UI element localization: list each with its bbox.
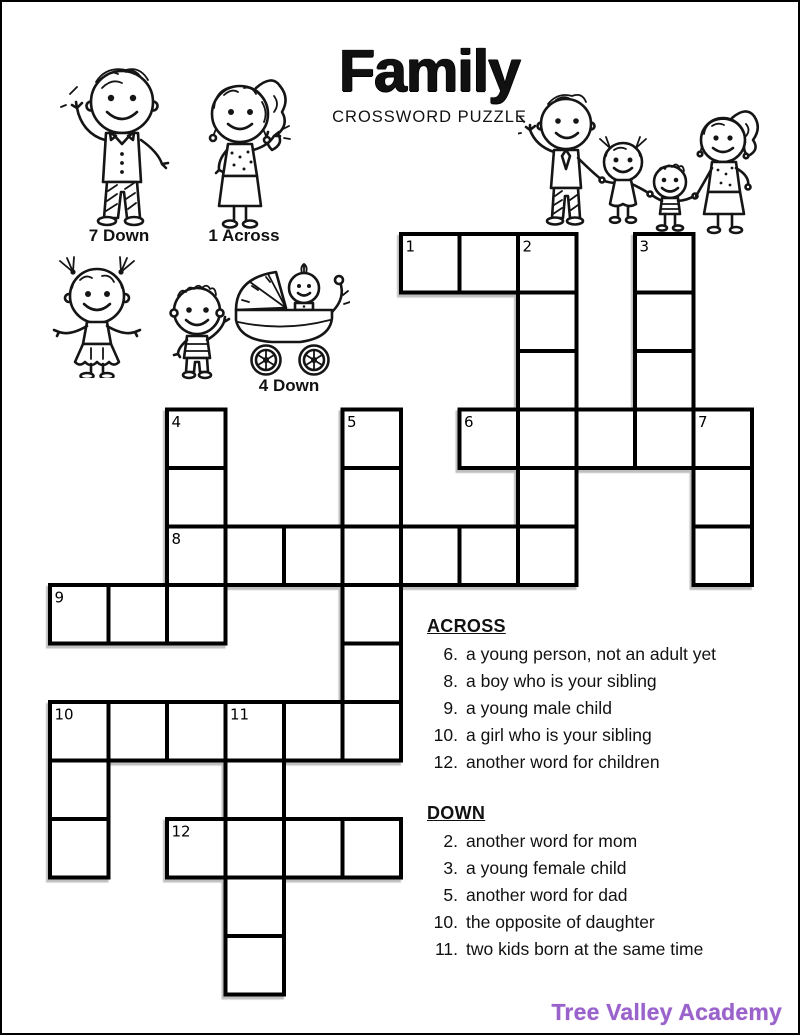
clue-item <box>427 859 772 877</box>
crossword-cell-r1c8[interactable] <box>518 293 577 352</box>
cell-number: 7 <box>698 413 708 431</box>
cell-number: 12 <box>171 822 191 841</box>
crossword-cell-r4c8[interactable] <box>518 468 577 527</box>
clue-item <box>427 832 772 850</box>
mom-picture-label: 1 Across <box>208 226 280 245</box>
clue-item <box>427 753 772 771</box>
crossword-cell-r2c10[interactable] <box>635 351 694 410</box>
crossword-cell-r9c0[interactable] <box>50 761 109 820</box>
dad-illustration <box>60 58 178 230</box>
crossword-cell-r5c4[interactable] <box>284 527 343 586</box>
clue-number: 9. <box>443 698 458 718</box>
clue-text: another word for mom <box>466 831 638 851</box>
crossword-cell-r5c8[interactable] <box>518 527 577 586</box>
crossword-cell-r10c4[interactable] <box>284 819 343 878</box>
clue-number: 12. <box>433 752 458 772</box>
across-clue-list <box>427 645 772 771</box>
crossword-cell-r10c0[interactable] <box>50 819 109 878</box>
clue-number: 10. <box>433 725 458 745</box>
crossword-cell-r8c5[interactable] <box>343 702 402 761</box>
crossword-cell-r5c3[interactable] <box>226 527 285 586</box>
crossword-cell-r8c4[interactable] <box>284 702 343 761</box>
clue-item <box>427 726 772 744</box>
crossword-cell-r4c5[interactable] <box>343 468 402 527</box>
clue-number: 11. <box>434 939 458 959</box>
cell-number: 6 <box>464 413 474 431</box>
clue-item <box>427 886 772 904</box>
clue-text: another word for children <box>466 752 660 772</box>
crossword-cell-r5c5[interactable] <box>343 527 402 586</box>
mom-illustration <box>194 72 294 230</box>
clue-text: two kids born at the same time <box>466 939 704 959</box>
crossword-cell-r12c3[interactable] <box>226 936 285 995</box>
clue-item <box>427 940 772 958</box>
clue-number: 3. <box>443 858 458 878</box>
cell-number: 4 <box>171 413 182 431</box>
crossword-cell-r3c10[interactable] <box>635 410 694 469</box>
clue-text: the opposite of daughter <box>466 912 655 932</box>
family-illustration <box>518 88 784 236</box>
clue-text: a boy who is your sibling <box>466 671 657 691</box>
crossword-cell-r0c7[interactable] <box>460 234 519 293</box>
down-clues-section <box>427 803 772 967</box>
clue-number: 8. <box>443 671 458 691</box>
crossword-cell-r7c5[interactable] <box>343 644 402 703</box>
cell-number: 5 <box>347 413 357 431</box>
crossword-cell-r5c11[interactable] <box>694 527 753 586</box>
across-clues-section <box>427 616 772 780</box>
crossword-cell-r11c3[interactable] <box>226 878 285 937</box>
crossword-cell-r8c1[interactable] <box>109 702 168 761</box>
clue-item <box>427 913 772 931</box>
cell-number: 3 <box>639 237 650 256</box>
clue-text: another word for dad <box>466 885 628 905</box>
cell-number: 8 <box>171 530 182 548</box>
clue-text: a young male child <box>466 698 612 718</box>
down-heading: DOWN <box>427 803 486 823</box>
crossword-cell-r3c9[interactable] <box>577 410 636 469</box>
clue-item <box>427 699 772 717</box>
clue-item <box>427 672 772 690</box>
page-title: Family <box>339 38 520 104</box>
crossword-cell-r3c8[interactable] <box>518 410 577 469</box>
crossword-cell-r6c5[interactable] <box>343 585 402 644</box>
baby-picture-label: 4 Down <box>258 376 320 395</box>
clue-text: a young person, not an adult yet <box>466 644 717 664</box>
brand-name: Tree Valley Academy <box>551 999 782 1025</box>
cell-number: 11 <box>230 705 250 724</box>
clue-number: 10. <box>433 912 458 932</box>
crossword-cell-r4c11[interactable] <box>694 468 753 527</box>
cell-number: 10 <box>54 705 74 724</box>
cell-number: 2 <box>522 237 533 256</box>
page-subtitle: CROSSWORD PUZZLE <box>332 108 527 126</box>
across-heading: ACROSS <box>427 616 506 636</box>
dad-picture-label: 7 Down <box>88 226 150 245</box>
crossword-cell-r10c5[interactable] <box>343 819 402 878</box>
clue-item <box>427 645 772 663</box>
cell-number: 9 <box>54 588 65 607</box>
crossword-cell-r8c2[interactable] <box>167 702 226 761</box>
clue-text: a girl who is your sibling <box>466 725 652 745</box>
cell-number: 1 <box>405 237 416 256</box>
crossword-cell-r10c3[interactable] <box>226 819 285 878</box>
clue-number: 6. <box>443 644 458 664</box>
clue-number: 2. <box>443 831 458 851</box>
crossword-cell-r5c6[interactable] <box>401 527 460 586</box>
crossword-cell-r2c8[interactable] <box>518 351 577 410</box>
down-clue-list <box>427 832 772 958</box>
crossword-cell-r9c3[interactable] <box>226 761 285 820</box>
crossword-cell-r1c10[interactable] <box>635 293 694 352</box>
clue-text: a young female child <box>466 858 627 878</box>
crossword-cell-r6c1[interactable] <box>109 585 168 644</box>
crossword-cell-r6c2[interactable] <box>167 585 226 644</box>
crossword-cell-r5c7[interactable] <box>460 527 519 586</box>
crossword-cell-r4c2[interactable] <box>167 468 226 527</box>
clue-number: 5. <box>443 885 458 905</box>
